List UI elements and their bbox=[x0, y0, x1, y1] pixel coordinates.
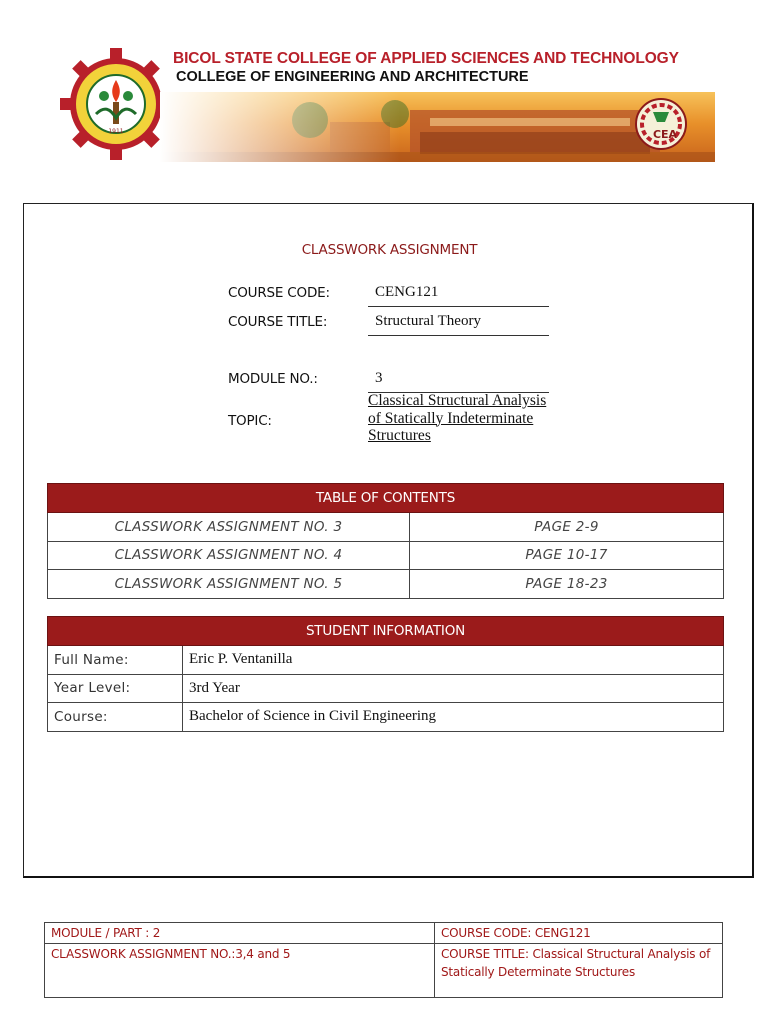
college-seal-icon bbox=[60, 48, 172, 160]
course-value: Bachelor of Science in Civil Engineering bbox=[183, 703, 724, 732]
footer-module-part: MODULE / PART : 2 bbox=[45, 923, 435, 944]
table-row bbox=[48, 703, 724, 732]
student-information-table bbox=[47, 616, 724, 732]
course-title-value: Structural Theory bbox=[375, 313, 481, 329]
cover-title: CLASSWORK ASSIGNMENT bbox=[301, 242, 478, 258]
toc-pages: PAGE 10-17 bbox=[410, 541, 724, 570]
table-row bbox=[48, 541, 724, 570]
table-row bbox=[45, 923, 723, 944]
cover-box bbox=[23, 203, 754, 878]
cea-logo-text: CEA bbox=[652, 128, 678, 141]
course-title-underline bbox=[368, 335, 549, 336]
table-row bbox=[48, 570, 724, 599]
year-level-value: 3rd Year bbox=[183, 674, 724, 703]
footer-assignment-no: CLASSWORK ASSIGNMENT NO.:3,4 and 5 bbox=[45, 944, 435, 998]
course-label: Course: bbox=[48, 703, 183, 732]
topic-label: TOPIC: bbox=[228, 413, 272, 429]
table-of-contents bbox=[47, 483, 724, 599]
year-level-label: Year Level: bbox=[48, 674, 183, 703]
page-footer bbox=[44, 922, 723, 998]
toc-header: TABLE OF CONTENTS bbox=[48, 484, 724, 513]
course-title-label: COURSE TITLE: bbox=[228, 314, 328, 330]
college-name: BICOL STATE COLLEGE OF APPLIED SCIENCES AND TECHNOLOGY bbox=[173, 50, 679, 67]
full-name-label: Full Name: bbox=[48, 646, 183, 675]
table-row bbox=[48, 513, 724, 542]
module-no-value: 3 bbox=[375, 370, 383, 386]
toc-item: CLASSWORK ASSIGNMENT NO. 4 bbox=[48, 541, 410, 570]
campus-banner-image bbox=[160, 92, 715, 162]
toc-item: CLASSWORK ASSIGNMENT NO. 3 bbox=[48, 513, 410, 542]
student-info-header: STUDENT INFORMATION bbox=[48, 617, 724, 646]
footer-course-code: COURSE CODE: CENG121 bbox=[435, 923, 723, 944]
table-row bbox=[48, 674, 724, 703]
table-row bbox=[45, 944, 723, 998]
cea-logo-icon bbox=[635, 98, 687, 150]
full-name-value: Eric P. Ventanilla bbox=[183, 646, 724, 675]
course-code-underline bbox=[368, 306, 549, 307]
page-header bbox=[60, 44, 720, 164]
module-no-label: MODULE NO.: bbox=[228, 371, 318, 387]
seal-year: 1911 bbox=[108, 128, 124, 135]
course-code-label: COURSE CODE: bbox=[228, 285, 330, 301]
toc-item: CLASSWORK ASSIGNMENT NO. 5 bbox=[48, 570, 410, 599]
toc-pages: PAGE 18-23 bbox=[410, 570, 724, 599]
college-department: COLLEGE OF ENGINEERING AND ARCHITECTURE bbox=[176, 69, 529, 85]
toc-pages: PAGE 2-9 bbox=[410, 513, 724, 542]
course-code-value: CENG121 bbox=[375, 284, 439, 300]
table-row bbox=[48, 646, 724, 675]
topic-value: Classical Structural Analysis of Statically Indeterminate Structures bbox=[368, 392, 547, 444]
footer-course-title: COURSE TITLE: Classical Structural Analysis of Statically Determinate Structures bbox=[435, 944, 723, 998]
